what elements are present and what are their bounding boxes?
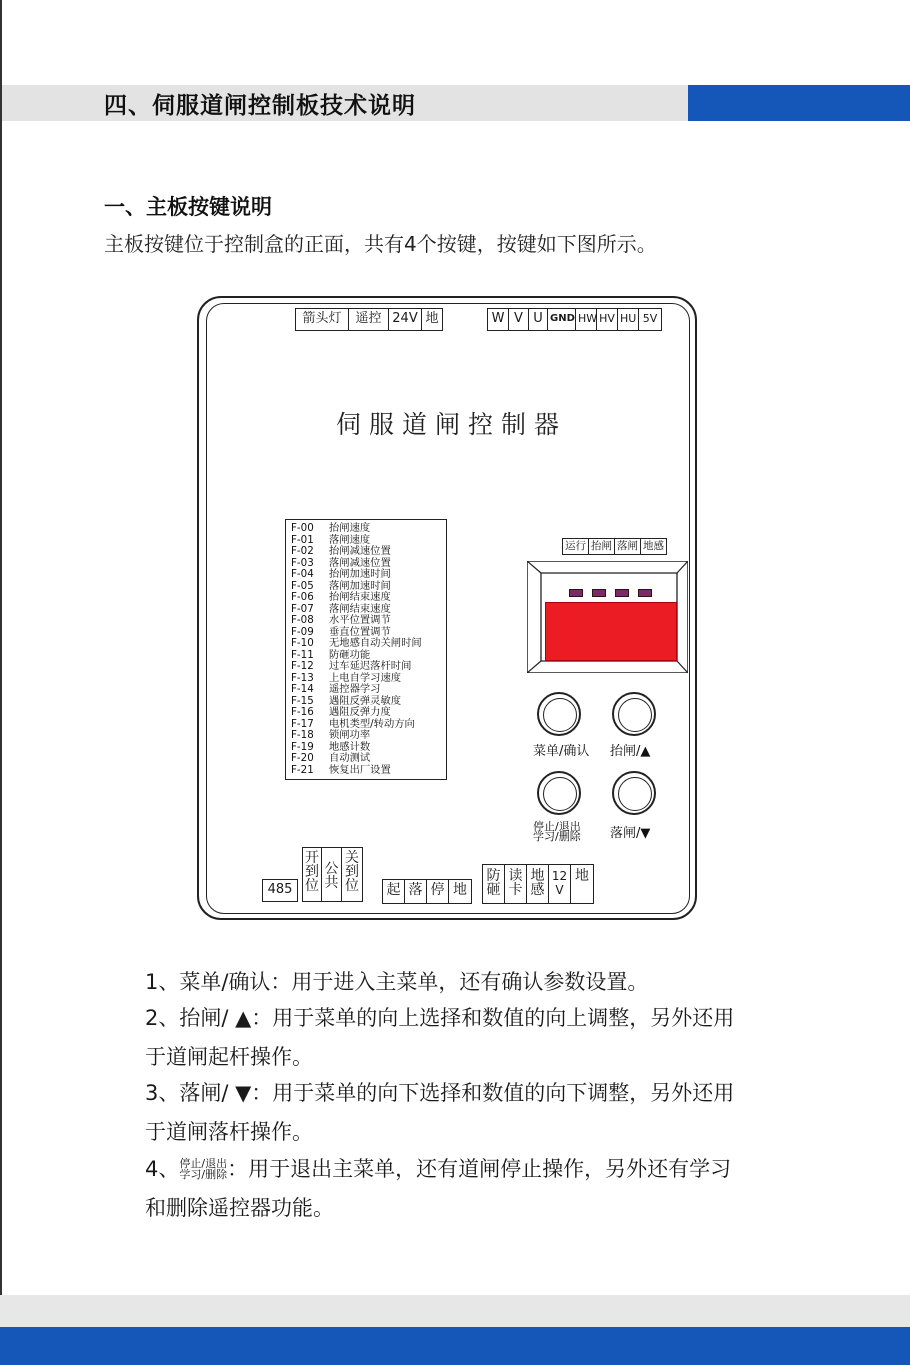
function-name: 水平位置调节: [329, 614, 391, 626]
sub-heading: 一、主板按键说明: [104, 195, 272, 219]
function-list-item: [291, 592, 446, 604]
footer-grey-band: [0, 1295, 910, 1327]
stop-exit-label: [533, 822, 581, 842]
terminal-hw: HW: [576, 309, 597, 330]
terminal-card-reader: 读卡: [505, 865, 527, 903]
stop-exit-knob[interactable]: [537, 771, 581, 815]
function-list-item: [291, 661, 446, 673]
function-name: 地感计数: [329, 740, 371, 753]
function-name: 上电自学习速度: [329, 671, 402, 684]
description-3a: 3、落闸/ ▼：用于菜单的向下选择和数值的向下调整，另外还用: [145, 1081, 735, 1105]
function-name: 抬闸速度: [329, 522, 371, 534]
status-label-running: 运行: [563, 539, 589, 554]
function-code: F-21: [291, 763, 314, 776]
function-code: F-14: [291, 683, 314, 695]
led-display-screen: [545, 602, 677, 661]
status-label-lower: 落闸: [615, 539, 641, 554]
function-code: F-19: [291, 740, 314, 753]
function-list-item: [291, 765, 446, 777]
description-4-key-line2: 学习/删除: [179, 1168, 228, 1181]
lower-knob[interactable]: [612, 771, 656, 815]
terminal-open-limit: 开到位: [303, 848, 322, 901]
terminal-ground-loop: 地感: [527, 865, 549, 903]
status-label-raise: 抬闸: [589, 539, 615, 554]
function-name: 落闸加速时间: [329, 579, 391, 592]
footer-blue-band: [0, 1327, 910, 1365]
status-label-loop: 地感: [643, 540, 664, 552]
function-list-item: [291, 546, 446, 558]
function-list-item: [291, 707, 446, 719]
terminal-12v: 12V: [549, 865, 571, 903]
function-code: F-01: [291, 533, 314, 546]
description-4-key: [179, 1158, 227, 1180]
function-code: F-15: [291, 694, 314, 707]
function-name: 抬闸加速时间: [329, 568, 391, 580]
function-code: F-16: [291, 706, 314, 718]
function-name: 防砸功能: [329, 648, 371, 661]
terminal-anti-smash: 防砸: [483, 865, 505, 903]
function-list-item: [291, 638, 446, 650]
section-title: 四、伺服道闸控制板技术说明: [104, 93, 416, 119]
menu-confirm-knob[interactable]: [537, 692, 581, 736]
top-terminal-block-right: [487, 308, 662, 331]
terminal-485-block: [262, 879, 298, 902]
led-loop: [638, 589, 652, 597]
function-code: F-12: [291, 660, 314, 672]
terminal-v: V: [509, 309, 529, 330]
function-code: F-11: [291, 648, 314, 661]
function-code: F-02: [291, 545, 314, 557]
description-3b: 于道闸落杆操作。: [145, 1120, 313, 1144]
function-code-list: [285, 519, 447, 780]
description-4-text: ：用于退出主菜单，还有道闸停止操作，另外还有学习: [227, 1157, 732, 1181]
section-header-accent: [688, 85, 910, 121]
function-name: 无地感自动关闸时间: [329, 637, 422, 649]
terminal-close-limit: 关到位: [345, 850, 359, 894]
terminal-485: 485: [267, 882, 293, 897]
function-code: F-20: [291, 752, 314, 764]
terminal-common: 公共: [322, 848, 342, 901]
led-raise: [592, 589, 606, 597]
gate-control-terminal-block: [382, 879, 472, 904]
function-name: 遇阻反弹力度: [329, 706, 391, 718]
terminal-gnd-c: 地: [575, 868, 589, 884]
terminal-5v: 5V: [642, 312, 658, 325]
function-code: F-07: [291, 602, 314, 615]
function-code: F-04: [291, 568, 314, 580]
terminal-ground: 地: [425, 311, 439, 326]
description-4-prefix: 4、: [145, 1157, 180, 1181]
terminal-24v: 24V: [389, 309, 422, 330]
function-code: F-10: [291, 637, 314, 649]
function-code: F-09: [291, 625, 314, 638]
terminal-gnd: GND: [548, 309, 576, 330]
function-name: 自动测试: [329, 752, 371, 764]
function-code: F-05: [291, 579, 314, 592]
terminal-w: W: [488, 309, 509, 330]
stop-exit-label-line2: 学习/删除: [533, 830, 581, 843]
function-list-item: [291, 569, 446, 581]
sensor-terminal-block: [482, 864, 594, 904]
function-name: 过车延迟落杆时间: [329, 660, 412, 672]
menu-confirm-label: 菜单/确认: [533, 744, 590, 759]
function-code: F-18: [291, 729, 314, 741]
description-4b: 和删除遥控器功能。: [145, 1196, 334, 1220]
device-title: 伺服道闸控制器: [336, 410, 568, 439]
limit-terminal-block: [302, 847, 363, 902]
function-list-item: [291, 753, 446, 765]
function-name: 垂直位置调节: [329, 625, 391, 638]
terminal-arrow-light: 箭头灯: [296, 309, 349, 330]
function-name: 落闸速度: [329, 533, 371, 546]
terminal-remote: 遥控: [349, 309, 389, 330]
function-code: F-08: [291, 614, 314, 626]
description-4-key-line1: 停止/退出: [179, 1157, 228, 1170]
function-name: 恢复出厂设置: [329, 763, 391, 776]
lower-label: 落闸/▼: [610, 826, 651, 841]
terminal-down: 落: [405, 880, 427, 903]
terminal-up: 起: [383, 880, 405, 903]
function-code: F-17: [291, 717, 314, 730]
description-4a: [145, 1153, 731, 1183]
function-name: 锁闸功率: [329, 729, 371, 741]
intro-paragraph: 主板按键位于控制盒的正面，共有4个按键，按键如下图所示。: [104, 232, 657, 256]
terminal-stop: 停: [427, 880, 449, 903]
description-1: 1、菜单/确认：用于进入主菜单，还有确认参数设置。: [145, 970, 649, 994]
top-terminal-block-left: [295, 308, 443, 331]
status-indicator-labels: [562, 538, 667, 555]
function-list-item: [291, 730, 446, 742]
function-name: 抬闸减速位置: [329, 545, 391, 557]
function-name: 抬闸结束速度: [329, 591, 391, 603]
raise-label: 抬闸/▲: [610, 744, 651, 759]
function-name: 落闸减速位置: [329, 556, 391, 569]
terminal-hv: HV: [597, 309, 618, 330]
left-margin-rule: [0, 0, 2, 1295]
function-name: 落闸结束速度: [329, 602, 391, 615]
function-list-item: [291, 684, 446, 696]
function-list-item: [291, 523, 446, 535]
description-2a: 2、抬闸/ ▲：用于菜单的向上选择和数值的向上调整，另外还用: [145, 1006, 735, 1030]
function-code: F-03: [291, 556, 314, 569]
led-lower: [615, 589, 629, 597]
description-2b: 于道闸起杆操作。: [145, 1045, 313, 1069]
function-list-item: [291, 615, 446, 627]
function-code: F-00: [291, 522, 314, 534]
terminal-u: U: [529, 309, 548, 330]
raise-knob[interactable]: [612, 692, 656, 736]
function-name: 遇阻反弹灵敏度: [329, 694, 402, 707]
terminal-hu: HU: [618, 309, 639, 330]
function-code: F-13: [291, 671, 314, 684]
terminal-gnd-b: 地: [453, 882, 467, 898]
function-code: F-06: [291, 591, 314, 603]
function-name: 电机类型/转动方向: [329, 717, 415, 730]
stop-exit-label-line1: 停止/退出: [533, 820, 581, 833]
led-running: [569, 589, 583, 597]
function-name: 遥控器学习: [329, 683, 381, 695]
